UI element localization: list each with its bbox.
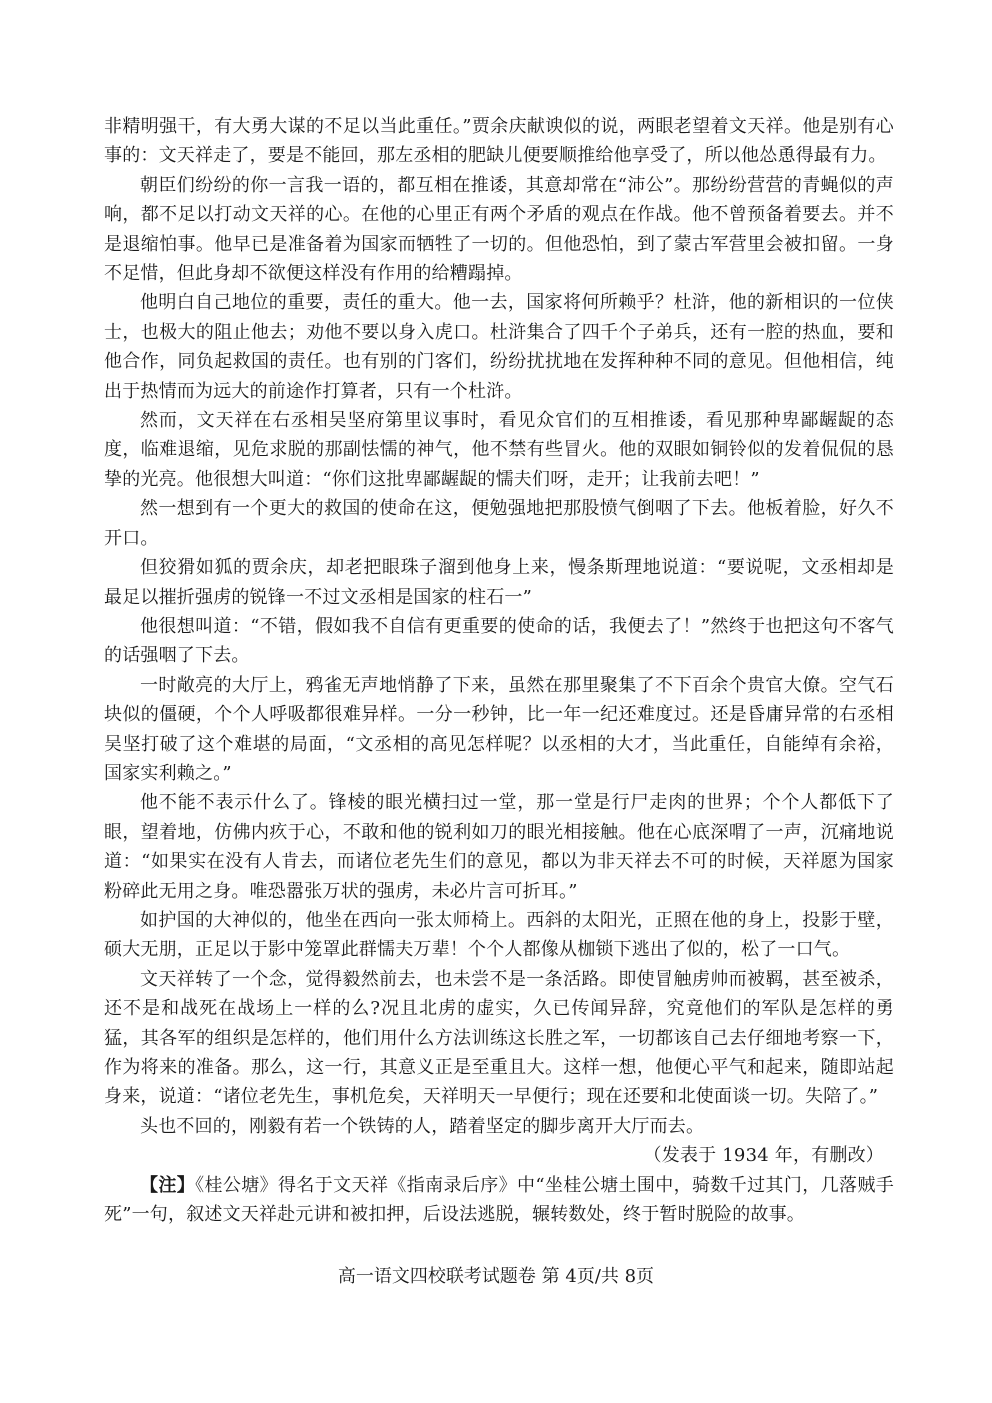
paragraph-8: 一时敞亮的大厅上，鸦雀无声地悄静了下来，虽然在那里聚集了不下百余个贵官大僚。空气石块似的僵硬，个个人呼吸都很难异样。一分一秒钟，比一年一纪还难度过。还是昏庸异常的右丞相吴坚打破了这个难堪的局面，“文丞相的高见怎样呢？以丞相的大才，当此重任，自能绰有余裕，国家实利赖之。”	[104, 674, 894, 784]
paragraph-6: 但狡猾如狐的贾余庆，却老把眼珠子溜到他身上来，慢条斯理地说道：“要说呢，文丞相却是最足以摧折强虏的锐锋一不过文丞相是国家的柱石一”	[104, 557, 894, 608]
paragraph-10: 如护国的大神似的，他坐在西向一张太师椅上。西斜的太阳光，正照在他的身上，投影于壁，硕大无朋，正足以于影中笼罩此群懦夫万辈！个个人都像从枷锁下逃出了似的，松了一口气。	[104, 909, 894, 961]
annotation	[104, 1171, 894, 1230]
paragraph-4: 然而，文天祥在右丞相吴坚府第里议事时，看见众官们的互相推诿，看见那种卑鄙龌龊的态度，临难退缩，见危求脱的那副怯懦的神气，他不禁有些冒火。他的双眼如铜铃似的发着侃侃的恳挚的光亮。他很想大叫道：“你们这批卑鄙龌龊的懦夫们呀，走开；让我前去吧！”	[104, 410, 894, 490]
paragraph-1: 非精明强干，有大勇大谋的不足以当此重任。”贾余庆献谀似的说，两眼老望着文天祥。他是别有心事的：文天祥走了，要是不能回，那左丞相的肥缺儿便要顺推给他享受了，所以他怂恿得最有力。	[104, 116, 894, 167]
paragraph-12: 头也不回的，刚毅有若一个铁铸的人，踏着坚定的脚步离开大厅而去。	[140, 1115, 705, 1137]
annotation-tag: 【注】	[140, 1174, 196, 1196]
paragraph-9: 他不能不表示什么了。锋棱的眼光横扫过一堂，那一堂是行尸走肉的世界；个个人都低下了眼，望着地，仿佛内疚于心，不敢和他的锐利如刀的眼光相接触。他在心底深喟了一声，沉痛地说道：“如果实在没有人肯去，而诸位老先生们的意见，都以为非天祥去不可的时候，天祥愿为国家粉碎此无用之身。唯恐嚣张万状的强虏，未必片言可折耳。”	[104, 792, 894, 902]
page-footer: 高一语文四校联考试题卷 第 4页/共 8页	[337, 1266, 655, 1287]
paragraph-3: 他明白自己地位的重要，责任的重大。他一去，国家将何所赖乎？杜浒，他的新相识的一位侠士，也极大的阻止他去；劝他不要以身入虎口。杜浒集合了四千个子弟兵，还有一腔的热血，要和他合作，同负起救国的责任。也有别的门客们，纷纷扰扰地在发挥种种不同的意见。但他相信，纯出于热情而为远大的前途作打算者，只有一个杜浒。	[104, 292, 894, 402]
paragraph-2: 朝臣们纷纷的你一言我一语的，都互相在推诿，其意却常在“沛公”。那纷纷营营的青蝇似的声响，都不足以打动文天祥的心。在他的心里正有两个矛盾的观点在作战。他不曾预备着要去。并不是退缩怕事。他早已是准备着为国家而牺牲了一切的。但他恐怕，到了蒙古军营里会被扣留。一身不足惜，但此身却不欲便这样没有作用的给糟蹋掉。	[104, 174, 894, 285]
paragraph-5: 然一想到有一个更大的救国的使命在这，便勉强地把那股愤气倒咽了下去。他板着脸，好久不开口。	[104, 498, 894, 549]
paragraph-7: 他很想叫道：“不错，假如我不自信有更重要的使命的话，我便去了！”然终于也把这句不客气的话强咽了下去。	[104, 615, 894, 667]
document-body	[104, 112, 894, 1229]
source-note: （发表于 1934 年，有删改）	[643, 1145, 884, 1167]
annotation-text: 《桂公塘》得名于文天祥《指南录后序》中“坐桂公塘土围中，骑数千过其门，几落贼手死”一句，叙述文天祥赴元讲和被扣押，后设法逃脱，辗转数处，终于暂时脱险的故事。	[104, 1174, 894, 1226]
paragraph-11: 文天祥转了一个念，觉得毅然前去，也未尝不是一条活路。即使冒触虏帅而被羁，甚至被杀，还不是和战死在战场上一样的么?况且北虏的虚实，久已传闻异辞，究竟他们的军队是怎样的勇猛，其各军的组织是怎样的，他们用什么方法训练这长胜之军，一切都该自己去仔细地考察一下，作为将来的准备。那么，这一行，其意义正是至重且大。这样一想，他便心平气和起来，随即站起身来，说道：“诸位老先生，事机危矣，天祥明天一早便行；现在还要和北使面谈一切。失陪了。”	[104, 968, 894, 1108]
